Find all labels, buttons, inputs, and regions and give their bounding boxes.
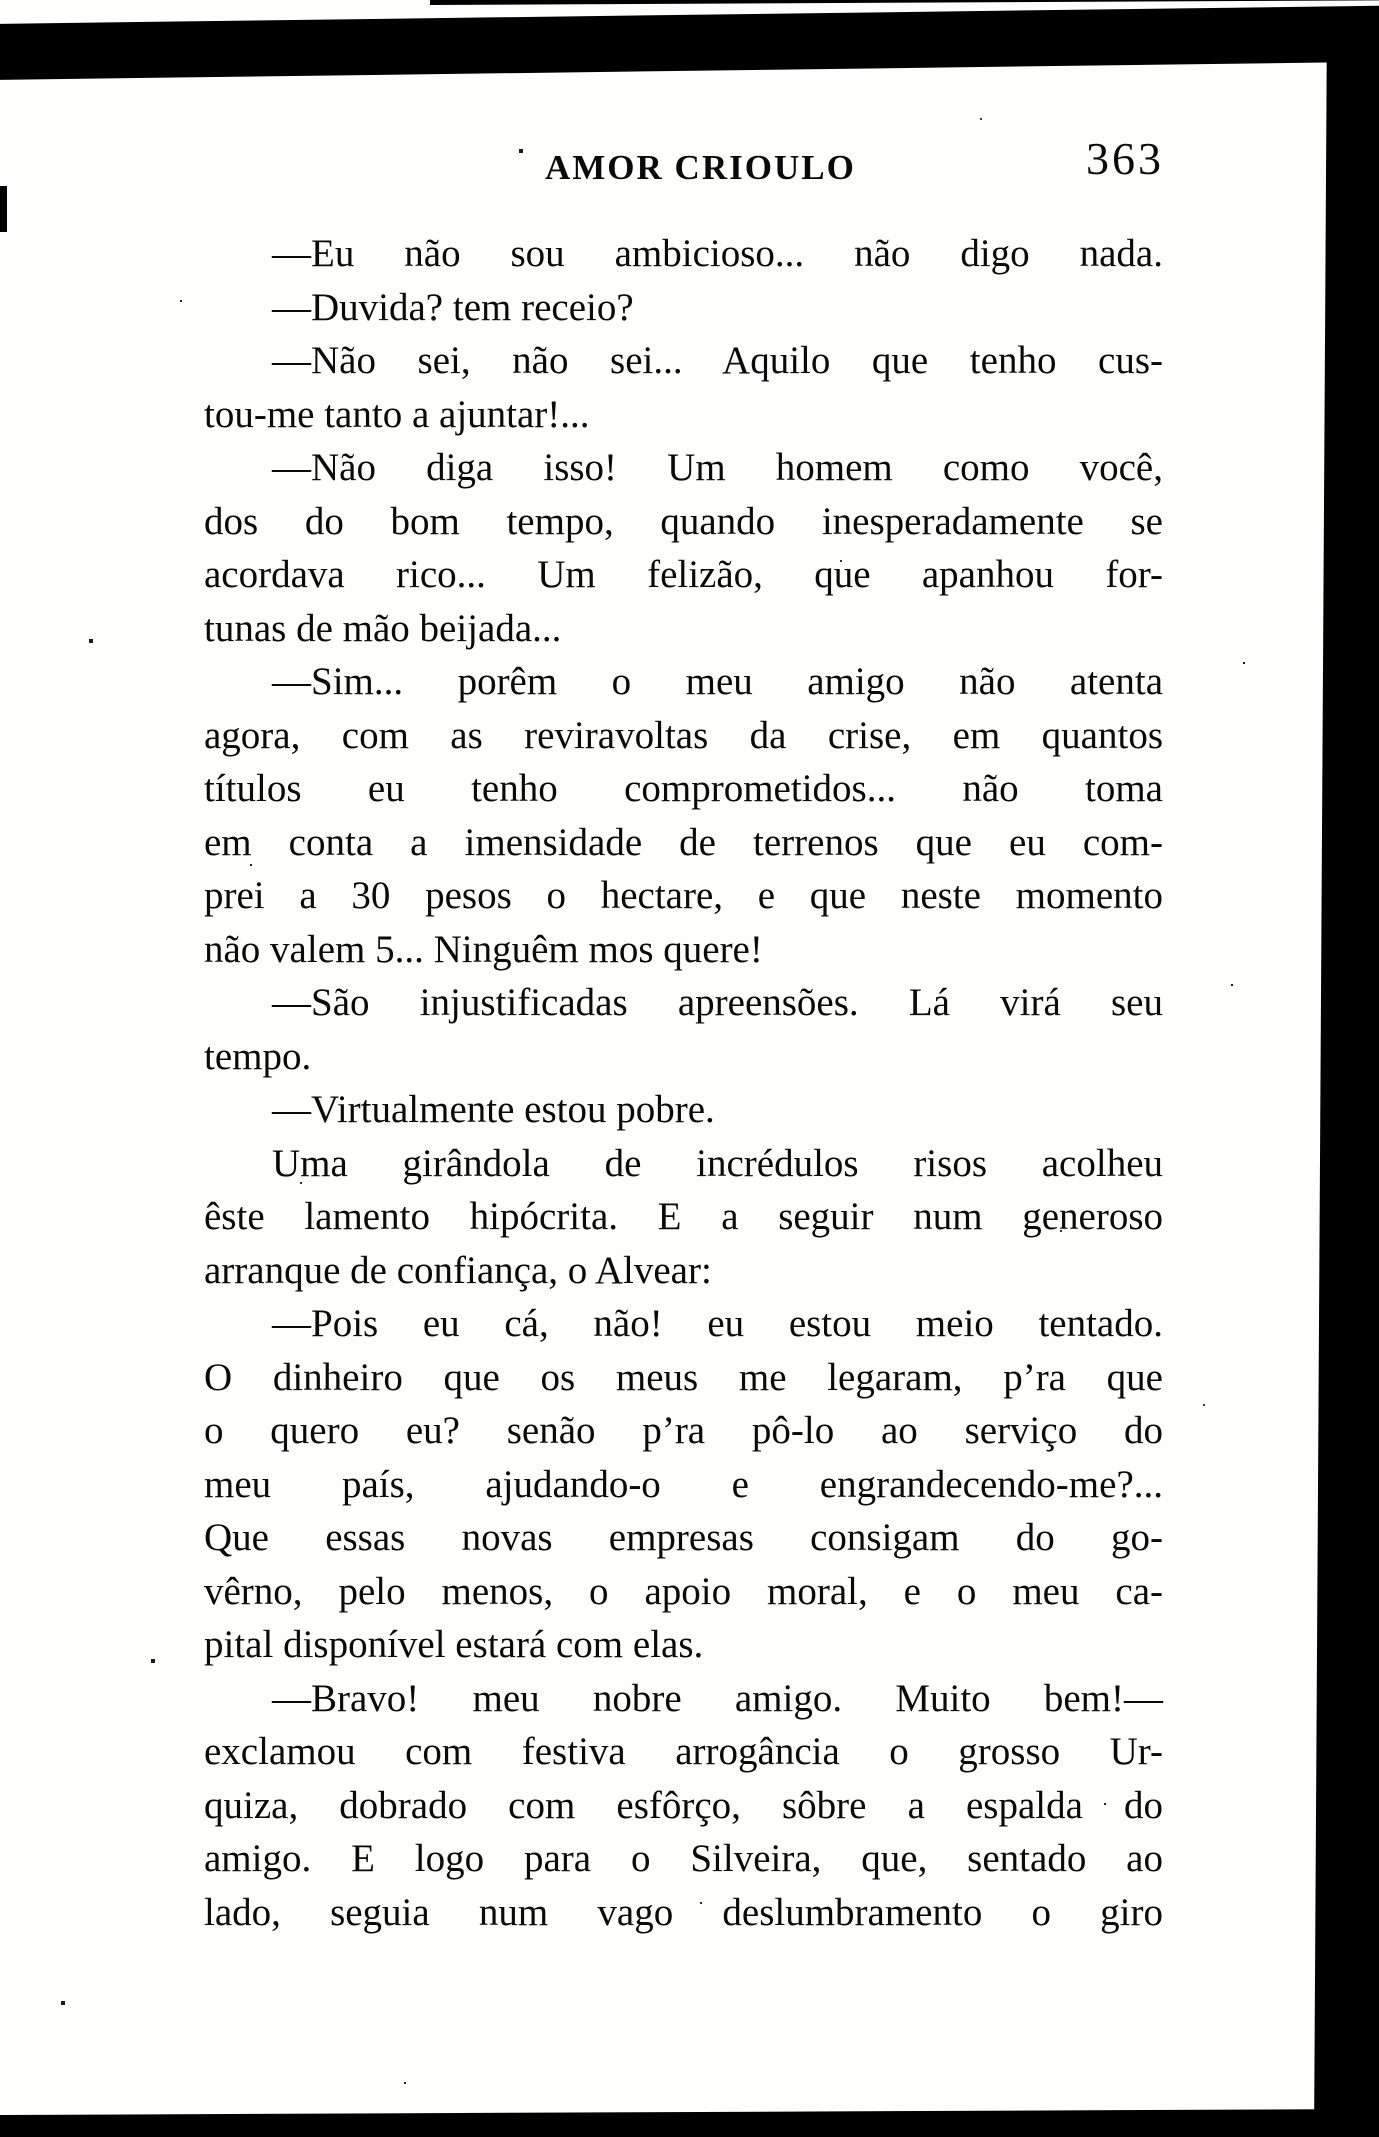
text-line: títulos eu tenho comprometidos... não toma [204,767,1163,810]
text-line: —Bravo! meu nobre amigo. Muito bem!— [272,1676,1163,1720]
text-line: meu país, ajudando-o e engrandecendo-me?... [204,1462,1163,1506]
text-line: —Não diga isso! Um homem como você, [272,446,1163,489]
text-line: —Sim... porêm o meu amigo não atenta [272,660,1163,703]
text-line: tunas de mão beijada... [204,606,562,650]
page-body-text [204,227,1163,1939]
text-line: arranque de confiança, o Alvear: [204,1248,712,1292]
scan-artifact-right-bar [1314,14,1379,2137]
text-line: tempo. [204,1034,312,1078]
scan-noise-specks [0,0,2,2]
text-line: —Eu não sou ambicioso... não digo nada. [272,232,1163,275]
scan-artifact-left-mark [0,186,7,232]
text-line: —Não sei, não sei... Aquilo que tenho cus- [272,339,1163,382]
text-line: não valem 5... Ninguêm mos quere! [204,927,763,971]
text-line: o quero eu? senão p’ra pô-lo ao serviço do [204,1409,1163,1452]
text-line: acordava rico... Um felizão, que apanhou for- [204,553,1163,596]
text-line: dos do bom tempo, quando inesperadamente se [204,499,1163,543]
running-head-title: AMOR CRIOULO [545,148,856,187]
scan-artifact-top-edge-line [430,0,1379,5]
text-line: pital disponível estará com elas. [204,1623,704,1666]
text-line: exclamou com festiva arrogância o grosso Ur- [204,1730,1163,1773]
text-line: prei a 30 pesos o hectare, e que neste momento [204,874,1163,917]
text-line: —Duvida? tem receio? [272,285,634,329]
scan-artifact-top-bar [0,6,1379,80]
text-line: quiza, dobrado com esfôrço, sôbre a espalda do [204,1783,1163,1827]
text-line: lado, seguia num vago deslumbramento o giro [204,1890,1163,1934]
text-line: —Pois eu cá, não! eu estou meio tentado. [272,1302,1163,1345]
text-line: —Virtualmente estou pobre. [272,1088,715,1131]
text-line: tou-me tanto a ajuntar!... [204,392,590,436]
scan-artifact-bottom-bar [0,2109,1379,2137]
page-number: 363 [1086,133,1164,184]
text-line: —São injustificadas apreensões. Lá virá seu [272,981,1163,1024]
text-line: O dinheiro que os meus me legaram, p’ra que [204,1355,1163,1399]
text-line: vêrno, pelo menos, o apoio moral, e o meu ca- [204,1569,1163,1613]
text-line: Que essas novas empresas consigam do go- [204,1516,1163,1559]
text-line: êste lamento hipócrita. E a seguir num generoso [204,1195,1163,1238]
text-line: Uma girândola de incrédulos risos acolheu [272,1141,1163,1185]
text-line: em conta a imensidade de terrenos que eu com- [204,820,1163,864]
text-line: amigo. E logo para o Silveira, que, sentado ao [204,1837,1163,1880]
text-line: agora, com as reviravoltas da crise, em quantos [204,713,1163,757]
